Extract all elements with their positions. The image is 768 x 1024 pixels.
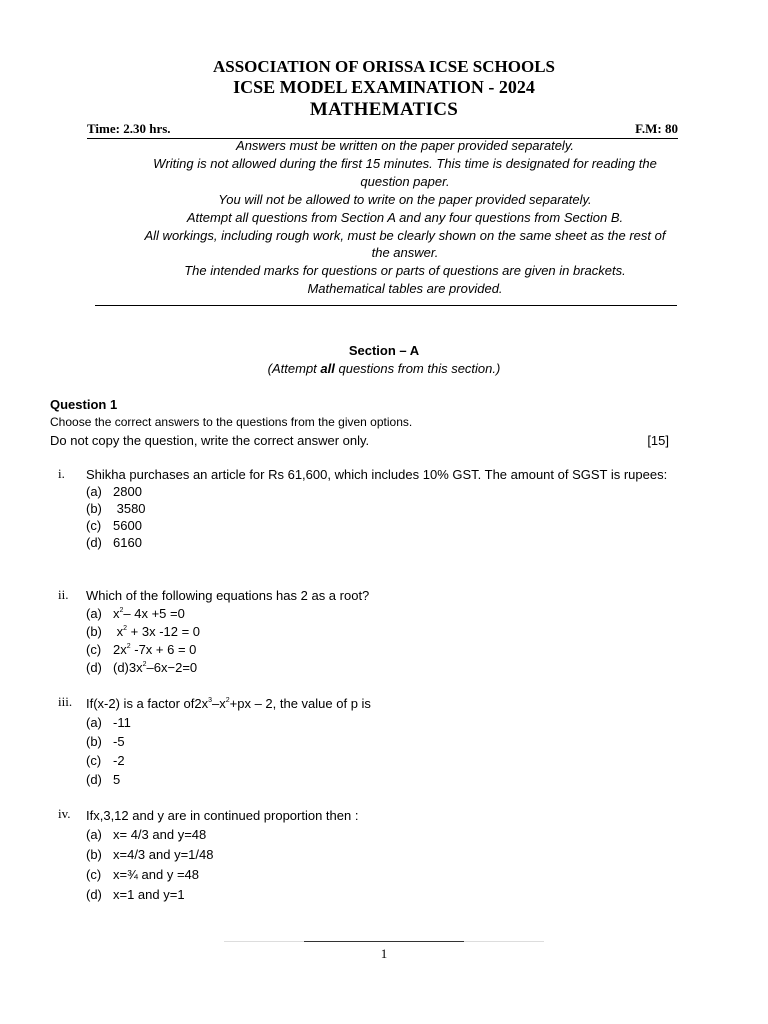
stem-part: If(x-2) is a factor of2x <box>86 696 209 711</box>
instruction-line: Answers must be written on the paper provided separately. <box>236 138 574 153</box>
instruction-line: Mathematical tables are provided. <box>307 281 503 297</box>
subtitle-emphasis: all <box>320 361 335 376</box>
option-text <box>113 659 197 677</box>
option-text: -2 <box>113 753 125 768</box>
question-instruction: Do not copy the question, write the correct answer only. <box>50 433 370 448</box>
instruction-line: Attempt all questions from Section A and any four questions from Section B. <box>186 209 624 225</box>
option-text <box>113 623 200 641</box>
option <box>86 885 668 905</box>
option-text-part: –6x−2=0 <box>146 660 198 675</box>
sub-question-stem <box>86 694 668 713</box>
sub-question-stem: Shikha purchases an article for Rs 61,600, which includes 10% GST. The amount of SGST is rupees: <box>86 467 668 482</box>
option <box>86 483 668 500</box>
page-number: 1 <box>380 946 388 961</box>
exam-title: ICSE MODEL EXAMINATION - 2024 <box>233 77 535 97</box>
option-label: (d) <box>86 535 102 550</box>
option-text: 6160 <box>113 535 142 550</box>
option-text: x= 4/3 and y=48 <box>113 827 207 842</box>
option-label: (a) <box>86 827 102 842</box>
option <box>86 845 668 865</box>
exponent: 2 <box>126 643 131 650</box>
divider <box>95 305 677 306</box>
option <box>86 623 668 641</box>
exponent: 2 <box>119 607 124 614</box>
exponent: 2 <box>142 661 147 668</box>
option <box>86 659 668 677</box>
instruction-line: Writing is not allowed during the first 15 minutes. This time is designated for reading the question paper. <box>153 155 657 189</box>
section-title: Section – A <box>348 343 420 358</box>
option-label: (a) <box>86 606 102 621</box>
option <box>86 534 668 551</box>
option-text <box>113 605 185 623</box>
option-label: (c) <box>86 518 102 533</box>
option-text: 2800 <box>113 484 142 499</box>
option <box>86 770 668 789</box>
option <box>86 517 668 534</box>
option <box>86 500 668 517</box>
option-text: -11 <box>113 715 131 730</box>
option-text-part: – 4x +5 =0 <box>123 606 185 621</box>
option <box>86 865 668 885</box>
option-text-part: + 3x -12 = 0 <box>127 624 201 639</box>
option-label: (b) <box>86 847 102 862</box>
exponent: 2 <box>225 697 230 704</box>
option-label: (a) <box>86 715 102 730</box>
exponent: 3 <box>208 697 212 704</box>
sub-question-number: iv. <box>58 806 71 821</box>
footer-divider-accent <box>304 941 464 942</box>
option-text: 5600 <box>113 518 142 533</box>
option-label: (b) <box>86 501 102 516</box>
subtitle-text: (Attempt <box>267 361 321 376</box>
option-text: x=4/3 and y=1/48 <box>113 847 214 862</box>
question-instruction: Choose the correct answers to the questions from the given options. <box>50 415 413 429</box>
option-text <box>113 641 196 659</box>
sub-question-number: ii. <box>58 587 69 602</box>
exponent: 2 <box>123 625 128 632</box>
option-label: (c) <box>86 642 102 657</box>
sub-question-i <box>58 466 668 551</box>
option-text: 5 <box>113 772 121 787</box>
sub-question-stem: Which of the following equations has 2 as a root? <box>86 588 370 603</box>
section-subtitle <box>0 360 768 378</box>
option-label: (b) <box>86 734 102 749</box>
option-text-part: x <box>113 624 124 639</box>
option-text-part: 2x <box>113 642 127 657</box>
section-heading <box>0 342 768 378</box>
option-text-part: x <box>113 606 120 621</box>
option-label: (b) <box>86 624 102 639</box>
stem-part: –x <box>212 696 226 711</box>
instructions-block <box>135 137 675 298</box>
instruction-line: The intended marks for questions or parts of questions are given in brackets. <box>184 263 626 279</box>
option <box>86 732 668 751</box>
option-label: (d) <box>86 772 102 787</box>
association-title: ASSOCIATION OF ORISSA ICSE SCHOOLS <box>213 57 555 76</box>
option-label: (c) <box>86 867 102 882</box>
question-1-header <box>50 396 675 450</box>
option-label: (c) <box>86 753 102 768</box>
option-text-part: (d)3x <box>113 660 143 675</box>
question-instruction-row <box>50 431 675 450</box>
sub-question-ii <box>58 587 668 677</box>
option-label: (d) <box>86 660 102 675</box>
subject-title: MATHEMATICS <box>309 99 459 120</box>
option <box>86 713 668 732</box>
exam-header <box>0 56 768 122</box>
sub-question-number: i. <box>58 466 65 481</box>
option-text: -5 <box>113 734 125 749</box>
option <box>86 605 668 623</box>
sub-question-stem: Ifx,3,12 and y are in continued proportion then : <box>86 808 359 823</box>
option-label: (d) <box>86 887 102 902</box>
option <box>86 641 668 659</box>
sub-question-iv <box>58 806 668 905</box>
stem-part: +px – 2, the value of p is <box>229 696 371 711</box>
instruction-line: You will not be allowed to write on the paper provided separately. <box>218 191 592 207</box>
question-title: Question 1 <box>50 397 118 412</box>
subtitle-text: questions from this section.) <box>334 361 501 376</box>
sub-question-iii <box>58 694 668 789</box>
option-text: 3580 <box>113 501 146 516</box>
question-marks: [15] <box>647 433 669 448</box>
sub-question-number: iii. <box>58 694 73 709</box>
option-label: (a) <box>86 484 102 499</box>
full-marks: F.M: 80 <box>635 121 678 136</box>
option-text: x=1 and y=1 <box>113 887 185 902</box>
option-text: x=¾ and y =48 <box>113 867 200 882</box>
option-text-part: -7x + 6 = 0 <box>130 642 197 657</box>
instruction-line: All workings, including rough work, must be clearly shown on the same sheet as the rest of the answer. <box>144 227 666 261</box>
time-allowed: Time: 2.30 hrs. <box>87 121 171 136</box>
option <box>86 825 668 845</box>
option <box>86 751 668 770</box>
